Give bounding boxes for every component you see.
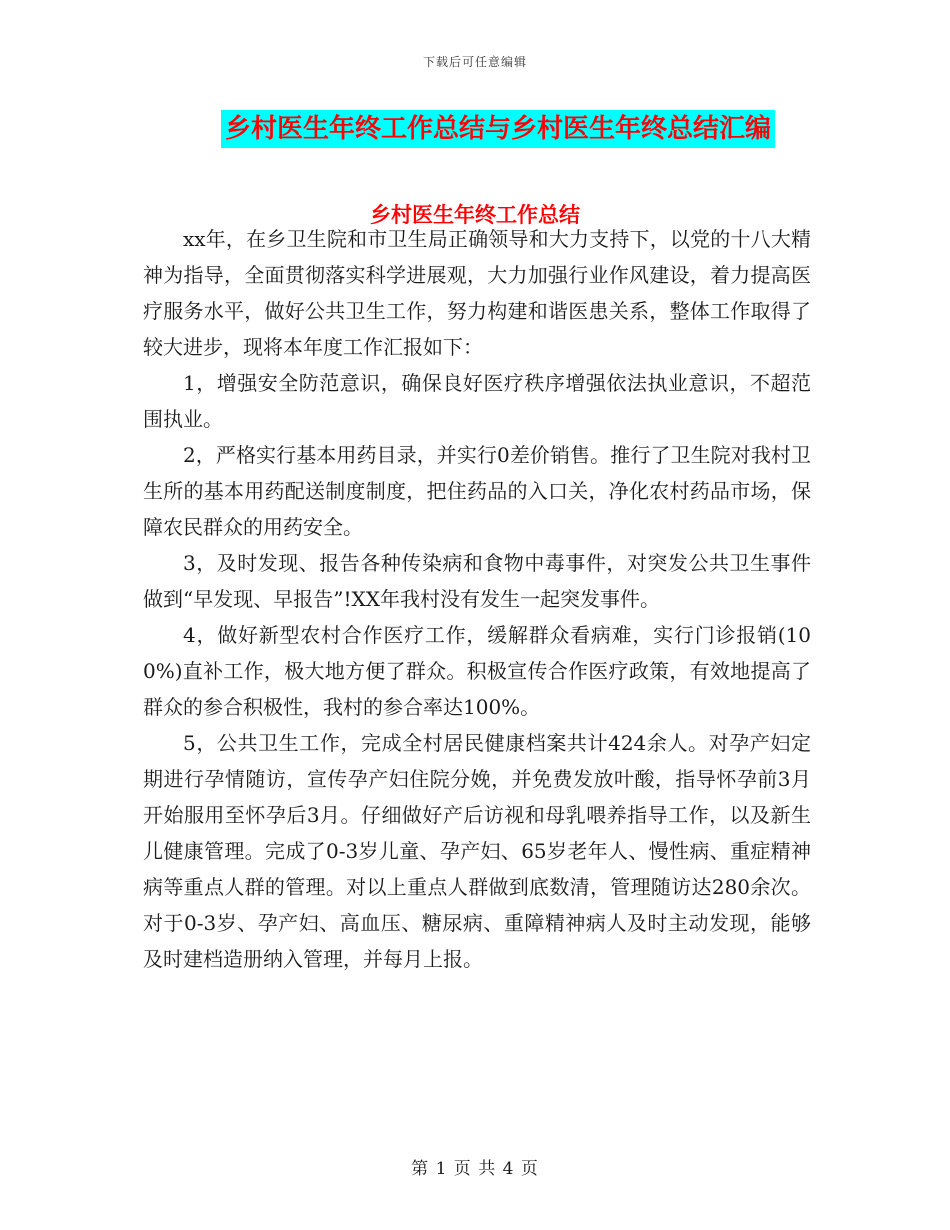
paragraph-item-4: 4，做好新型农村合作医疗工作，缓解群众看病难，实行门诊报销(100%)直补工作，极大地方便了群众。积极宣传合作医疗政策，有效地提高了群众的参合积极性，我村的参合率达100%。 <box>143 623 811 719</box>
main-title: 乡村医生年终工作总结与乡村医生年终总结汇编 <box>221 110 775 148</box>
paragraph-item-2: 2，严格实行基本用药目录，并实行0差价销售。推行了卫生院对我村卫生所的基本用药配送制度制度，把住药品的入口关，净化农村药品市场，保障农民群众的用药安全。 <box>143 443 811 539</box>
body-text <box>143 221 811 977</box>
page-number: 第 1 页 共 4 页 <box>411 1159 539 1179</box>
paragraph-item-1: 1，增强安全防范意识，确保良好医疗秩序增强依法执业意识，不超范围执业。 <box>143 371 811 431</box>
paragraph-item-5: 5，公共卫生工作，完成全村居民健康档案共计424余人。对孕产妇定期进行孕情随访，宣传孕产妇住院分娩，并免费发放叶酸，指导怀孕前3月开始服用至怀孕后3月。仔细做好产后访视和母乳喂养指导工作，以及新生儿健康管理。完成了0-3岁儿童、孕产妇、65岁老年人、慢性病、重症精神病等重点人群的管理。对以上重点人群做到底数清，管理随访达280余次。对于0-3岁、孕产妇、高血压、糖尿病、重障精神病人及时主动发现，能够及时建档造册纳入管理，并每月上报。 <box>143 731 811 971</box>
section-title: 乡村医生年终工作总结 <box>370 203 580 227</box>
header-note: 下载后可任意编辑 <box>422 55 527 69</box>
paragraph-item-3: 3，及时发现、报告各种传染病和食物中毒事件，对突发公共卫生事件做到“早发现、早报告”!XX年我村没有发生一起突发事件。 <box>143 551 811 611</box>
main-title-container <box>0 110 950 148</box>
paragraph-intro: xx年，在乡卫生院和市卫生局正确领导和大力支持下，以党的十八大精神为指导，全面贯彻落实科学进展观，大力加强行业作风建设，着力提高医疗服务水平，做好公共卫生工作，努力构建和谐医患关系，整体工作取得了较大进步，现将本年度工作汇报如下： <box>143 227 811 359</box>
